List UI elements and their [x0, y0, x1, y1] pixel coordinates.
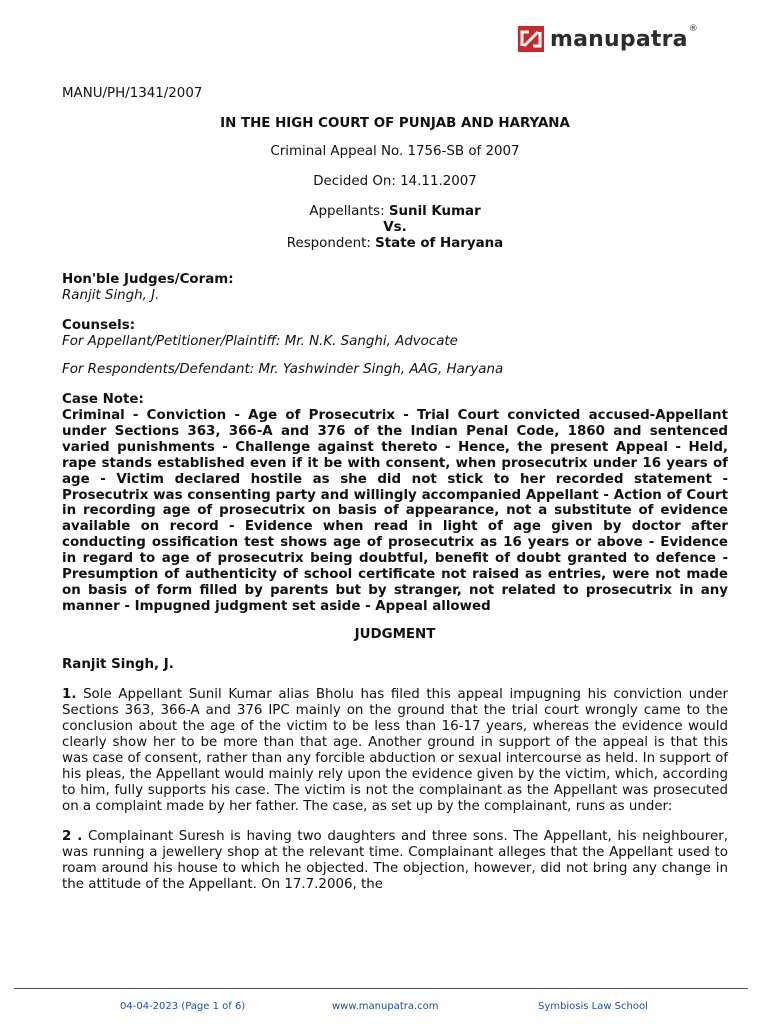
counsels-heading: Counsels:	[62, 318, 136, 333]
footer-divider	[14, 988, 748, 989]
counsel-respondent: For Respondents/Defendant: Mr. Yashwinder Singh, AAG, Haryana	[62, 362, 504, 377]
registered-mark: ®	[688, 24, 698, 34]
paragraph-2	[62, 829, 728, 893]
brand-name: manupatra	[550, 26, 688, 52]
paragraph-number: 1.	[62, 686, 77, 702]
appellant-name: Sunil Kumar	[388, 204, 481, 219]
manupatra-logo-icon	[518, 26, 544, 52]
document-body	[62, 86, 728, 893]
citation: MANU/PH/1341/2007	[62, 86, 203, 101]
footer-licensee: Symbiosis Law School	[538, 1001, 648, 1012]
case-note-heading: Case Note:	[62, 392, 144, 407]
respondent-label: Respondent:	[286, 236, 371, 251]
manupatra-logo	[518, 24, 698, 54]
footer-page-info: 04-04-2023 (Page 1 of 6)	[120, 1001, 246, 1012]
counsel-appellant: For Appellant/Petitioner/Plaintiff: Mr. N.K. Sanghi, Advocate	[62, 334, 458, 349]
respondent-line	[62, 236, 728, 252]
case-note-body: Criminal - Conviction - Age of Prosecutrix - Trial Court convicted accused-Appellant under Sections 363, 366-A and 376 of the Indian Penal Code, 1860 and sentenced varied punishments - Challenge against thereto - Hence, the present Appeal - Held, rape stands established even if it be with consent, when prosecutrix under 16 years of age - Victim declared hostile as she did not stick to her recorded statement - Prosecutrix was consenting party and willingly accompanied Appellant - Action of Court in recording age of prosecutrix on basis of appearance, not a substitute of evidence available on record - Evidence when read in light of age given by doctor after conducting ossification test shows age of prosecutrix as 16 years or above - Evidence in regard to age of prosecutrix being doubtful, benefit of doubt granted to defence - Presumption of authenticity of school certificate not raised as entries, were not made on basis of form filled by parents but by stranger, not related to prosecutrix in any manner - Impugned judgment set aside - Appeal allowed	[62, 408, 728, 614]
judgment-heading: JUDGMENT	[354, 626, 436, 642]
appellants-label: Appellants:	[309, 204, 385, 219]
versus: Vs.	[383, 220, 407, 235]
judgment-author: Ranjit Singh, J.	[62, 656, 174, 672]
decided-on: Decided On: 14.11.2007	[313, 174, 477, 189]
paragraph-number: 2 .	[62, 828, 83, 844]
respondent-name: State of Haryana	[375, 236, 504, 251]
paragraph-1	[62, 687, 728, 815]
appellants-line	[62, 204, 728, 220]
court-name: IN THE HIGH COURT OF PUNJAB AND HARYANA	[220, 116, 570, 131]
paragraph-text: Complainant Suresh is having two daughters and three sons. The Appellant, his neighbourer, was running a jewellery shop at the relevant time. Complainant alleges that the Appellant used to roam around his house to which he objected. The objection, however, did not bring any change in the attitude of the Appellant. On 17.7.2006, the	[62, 828, 728, 892]
judge-name: Ranjit Singh, J.	[62, 288, 160, 303]
appeal-number: Criminal Appeal No. 1756-SB of 2007	[270, 144, 520, 159]
footer-website-link[interactable]: www.manupatra.com	[332, 1001, 439, 1012]
judges-heading: Hon'ble Judges/Coram:	[62, 272, 234, 287]
paragraph-text: Sole Appellant Sunil Kumar alias Bholu has filed this appeal impugning his conviction under Sections 363, 366-A and 376 IPC mainly on the ground that the trial court wrongly came to the conclusion about the age of the victim to be less than 16-17 years, whereas the evidence would clearly show her to be more than that age. Another ground in support of the appeal is that this was case of consent, rather than any forcible abduction or sexual intercourse as held. In support of his pleas, the Appellant would mainly rely upon the evidence given by the victim, which, according to him, fully supports his case. The victim is not the complainant as the Appellant was prosecuted on a complaint made by her father. The case, as set up by the complainant, runs as under:	[62, 686, 728, 814]
